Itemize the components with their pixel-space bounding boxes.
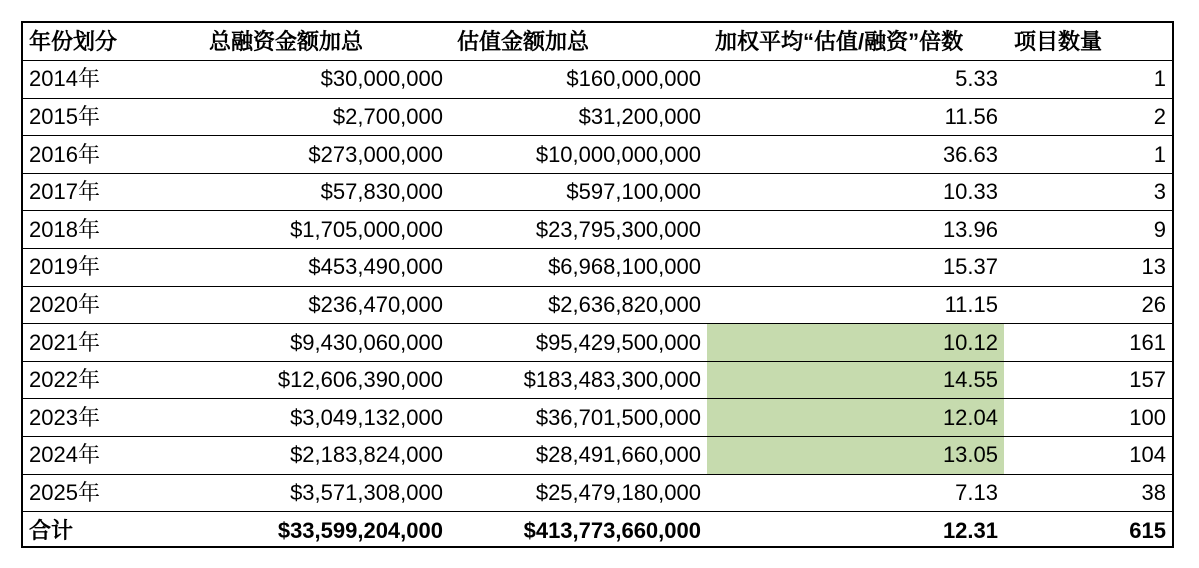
header-multiple: 加权平均“估值/融资”倍数 <box>715 28 964 54</box>
cell-valuation: $23,795,300,000 <box>449 211 707 249</box>
total-row <box>23 512 1172 550</box>
table-row <box>23 437 1172 475</box>
cell-valuation: $25,479,180,000 <box>449 474 707 512</box>
cell-year: 2020年 <box>23 286 201 324</box>
cell-multiple: 11.56 <box>707 98 1004 136</box>
cell-year: 2018年 <box>23 211 201 249</box>
cell-funding: $236,470,000 <box>201 286 449 324</box>
cell-year: 2017年 <box>23 173 201 211</box>
cell-year: 2021年 <box>23 324 201 362</box>
cell-multiple: 5.33 <box>707 61 1004 99</box>
cell-funding: $3,571,308,000 <box>201 474 449 512</box>
cell-multiple: 10.12 <box>707 324 1004 362</box>
cell-year: 2016年 <box>23 136 201 174</box>
table-body <box>23 61 1172 512</box>
cell-funding: $3,049,132,000 <box>201 399 449 437</box>
header-row <box>23 23 1172 61</box>
cell-valuation: $597,100,000 <box>449 173 707 211</box>
cell-funding: $57,830,000 <box>201 173 449 211</box>
cell-count: 13 <box>1004 249 1172 287</box>
cell-multiple: 10.33 <box>707 173 1004 211</box>
table-row <box>23 361 1172 399</box>
cell-year: 2019年 <box>23 249 201 287</box>
header-valuation: 估值金额加总 <box>457 28 590 54</box>
cell-multiple: 11.15 <box>707 286 1004 324</box>
cell-valuation: $36,701,500,000 <box>449 399 707 437</box>
cell-funding: $30,000,000 <box>201 61 449 99</box>
table-row <box>23 211 1172 249</box>
cell-multiple: 15.37 <box>707 249 1004 287</box>
cell-multiple: 13.96 <box>707 211 1004 249</box>
table-row <box>23 173 1172 211</box>
cell-multiple: 7.13 <box>707 474 1004 512</box>
cell-count: 1 <box>1004 61 1172 99</box>
table-row <box>23 399 1172 437</box>
cell-funding: $273,000,000 <box>201 136 449 174</box>
cell-multiple: 14.55 <box>707 361 1004 399</box>
cell-valuation: $6,968,100,000 <box>449 249 707 287</box>
table-footer <box>23 512 1172 550</box>
cell-year: 2015年 <box>23 98 201 136</box>
cell-count: 104 <box>1004 437 1172 475</box>
cell-funding: $1,705,000,000 <box>201 211 449 249</box>
cell-count: 38 <box>1004 474 1172 512</box>
cell-count: 161 <box>1004 324 1172 362</box>
total-valuation: $413,773,660,000 <box>449 512 707 550</box>
cell-multiple: 13.05 <box>707 437 1004 475</box>
table-row <box>23 324 1172 362</box>
cell-year: 2023年 <box>23 399 201 437</box>
cell-year: 2022年 <box>23 361 201 399</box>
cell-multiple: 36.63 <box>707 136 1004 174</box>
cell-count: 100 <box>1004 399 1172 437</box>
header-count: 项目数量 <box>1014 28 1103 54</box>
cell-funding: $453,490,000 <box>201 249 449 287</box>
summary-table-container <box>21 21 1174 548</box>
cell-count: 9 <box>1004 211 1172 249</box>
total-multiple: 12.31 <box>707 512 1004 550</box>
cell-multiple: 12.04 <box>707 399 1004 437</box>
cell-valuation: $2,636,820,000 <box>449 286 707 324</box>
cell-count: 2 <box>1004 98 1172 136</box>
table-row <box>23 474 1172 512</box>
cell-funding: $2,700,000 <box>201 98 449 136</box>
total-label: 合计 <box>23 512 201 550</box>
cell-year: 2014年 <box>23 61 201 99</box>
total-funding: $33,599,204,000 <box>201 512 449 550</box>
cell-funding: $12,606,390,000 <box>201 361 449 399</box>
table-row <box>23 286 1172 324</box>
cell-year: 2024年 <box>23 437 201 475</box>
cell-valuation: $95,429,500,000 <box>449 324 707 362</box>
table-row <box>23 98 1172 136</box>
cell-valuation: $31,200,000 <box>449 98 707 136</box>
cell-funding: $9,430,060,000 <box>201 324 449 362</box>
header-funding: 总融资金额加总 <box>209 28 364 54</box>
table-row <box>23 249 1172 287</box>
cell-valuation: $160,000,000 <box>449 61 707 99</box>
cell-funding: $2,183,824,000 <box>201 437 449 475</box>
total-count: 615 <box>1004 512 1172 550</box>
cell-count: 1 <box>1004 136 1172 174</box>
header-year: 年份划分 <box>29 28 118 54</box>
cell-valuation: $183,483,300,000 <box>449 361 707 399</box>
cell-count: 26 <box>1004 286 1172 324</box>
cell-year: 2025年 <box>23 474 201 512</box>
cell-count: 157 <box>1004 361 1172 399</box>
cell-valuation: $10,000,000,000 <box>449 136 707 174</box>
summary-table <box>23 23 1172 549</box>
table-row <box>23 136 1172 174</box>
cell-count: 3 <box>1004 173 1172 211</box>
table-row <box>23 61 1172 99</box>
table-header <box>23 23 1172 61</box>
cell-valuation: $28,491,660,000 <box>449 437 707 475</box>
